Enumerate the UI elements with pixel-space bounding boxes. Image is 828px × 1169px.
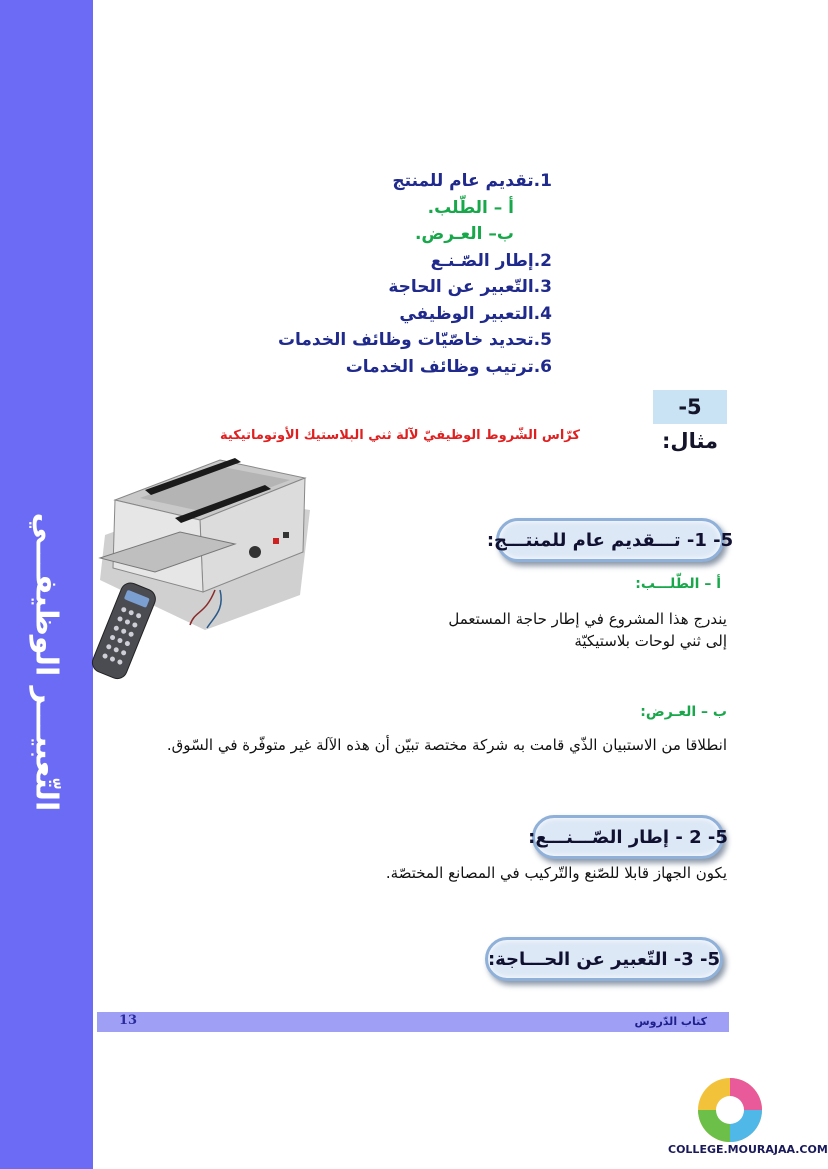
offer-heading: ب – العـرض: [640, 704, 727, 720]
toc-item: 5.تحديد خاصّيّات وظائف الخدمات [277, 330, 552, 350]
table-of-contents [278, 168, 552, 380]
footer-bar [97, 1012, 729, 1032]
toc-item: 1.تقديم عام للمنتج [392, 171, 552, 191]
machine-illustration [95, 440, 315, 680]
toc-subitem: أ – الطّلب. [427, 197, 514, 218]
section-1-heading: 5- 1- تـــقديم عام للمنتـــج: [496, 518, 724, 562]
toc-item: 6.ترتيب وظائف الخدمات [345, 356, 552, 377]
logo-url: COLLEGE.MOURAJAA.COM [668, 1143, 828, 1156]
footer-label: كتاب الدّروس [634, 1015, 707, 1028]
demand-text-line: يندرج هذا المشروع في إطار حاجة المستعمل [448, 610, 727, 628]
spec-title: كرّاس الشّروط الوظيفيّ لآلة ثني البلاستيك الأوتوماتيكية [220, 428, 580, 443]
section-3-heading: 5- 3- التّعبير عن الحـــاجة: [485, 937, 723, 981]
offer-text: انطلاقا من الاستبيان الذّي قامت به شركة مختصة تبيّن أن هذه الآلة غير متوفّرة في السّوق. [166, 736, 727, 754]
toc-item: 2.إطار الصّـنـع [430, 250, 552, 271]
toc-item: 3.التّعبير عن الحاجة [388, 277, 552, 297]
demand-text-line: إلى ثني لوحات بلاستيكيّة [574, 632, 727, 650]
section-2-heading: 5- 2 - إطار الصّـــنـــع: [532, 815, 724, 859]
toc-subitem: ب– العـرض. [414, 224, 514, 244]
side-title: التّعبيـــر الوظيفـــي [28, 512, 64, 812]
site-logo [680, 1070, 780, 1145]
page-number: 13 [119, 1013, 138, 1028]
toc-item: 4.التعبير الوظيفي [399, 303, 552, 324]
example-heading: 5- مثال: [653, 390, 727, 424]
side-bar [0, 0, 93, 1169]
manufacture-text: يكون الجهاز قابلا للصّنع والتّركيب في المصانع المختصّة. [385, 864, 727, 882]
demand-text [448, 608, 727, 652]
demand-heading: أ – الطّلـــب: [635, 576, 721, 592]
